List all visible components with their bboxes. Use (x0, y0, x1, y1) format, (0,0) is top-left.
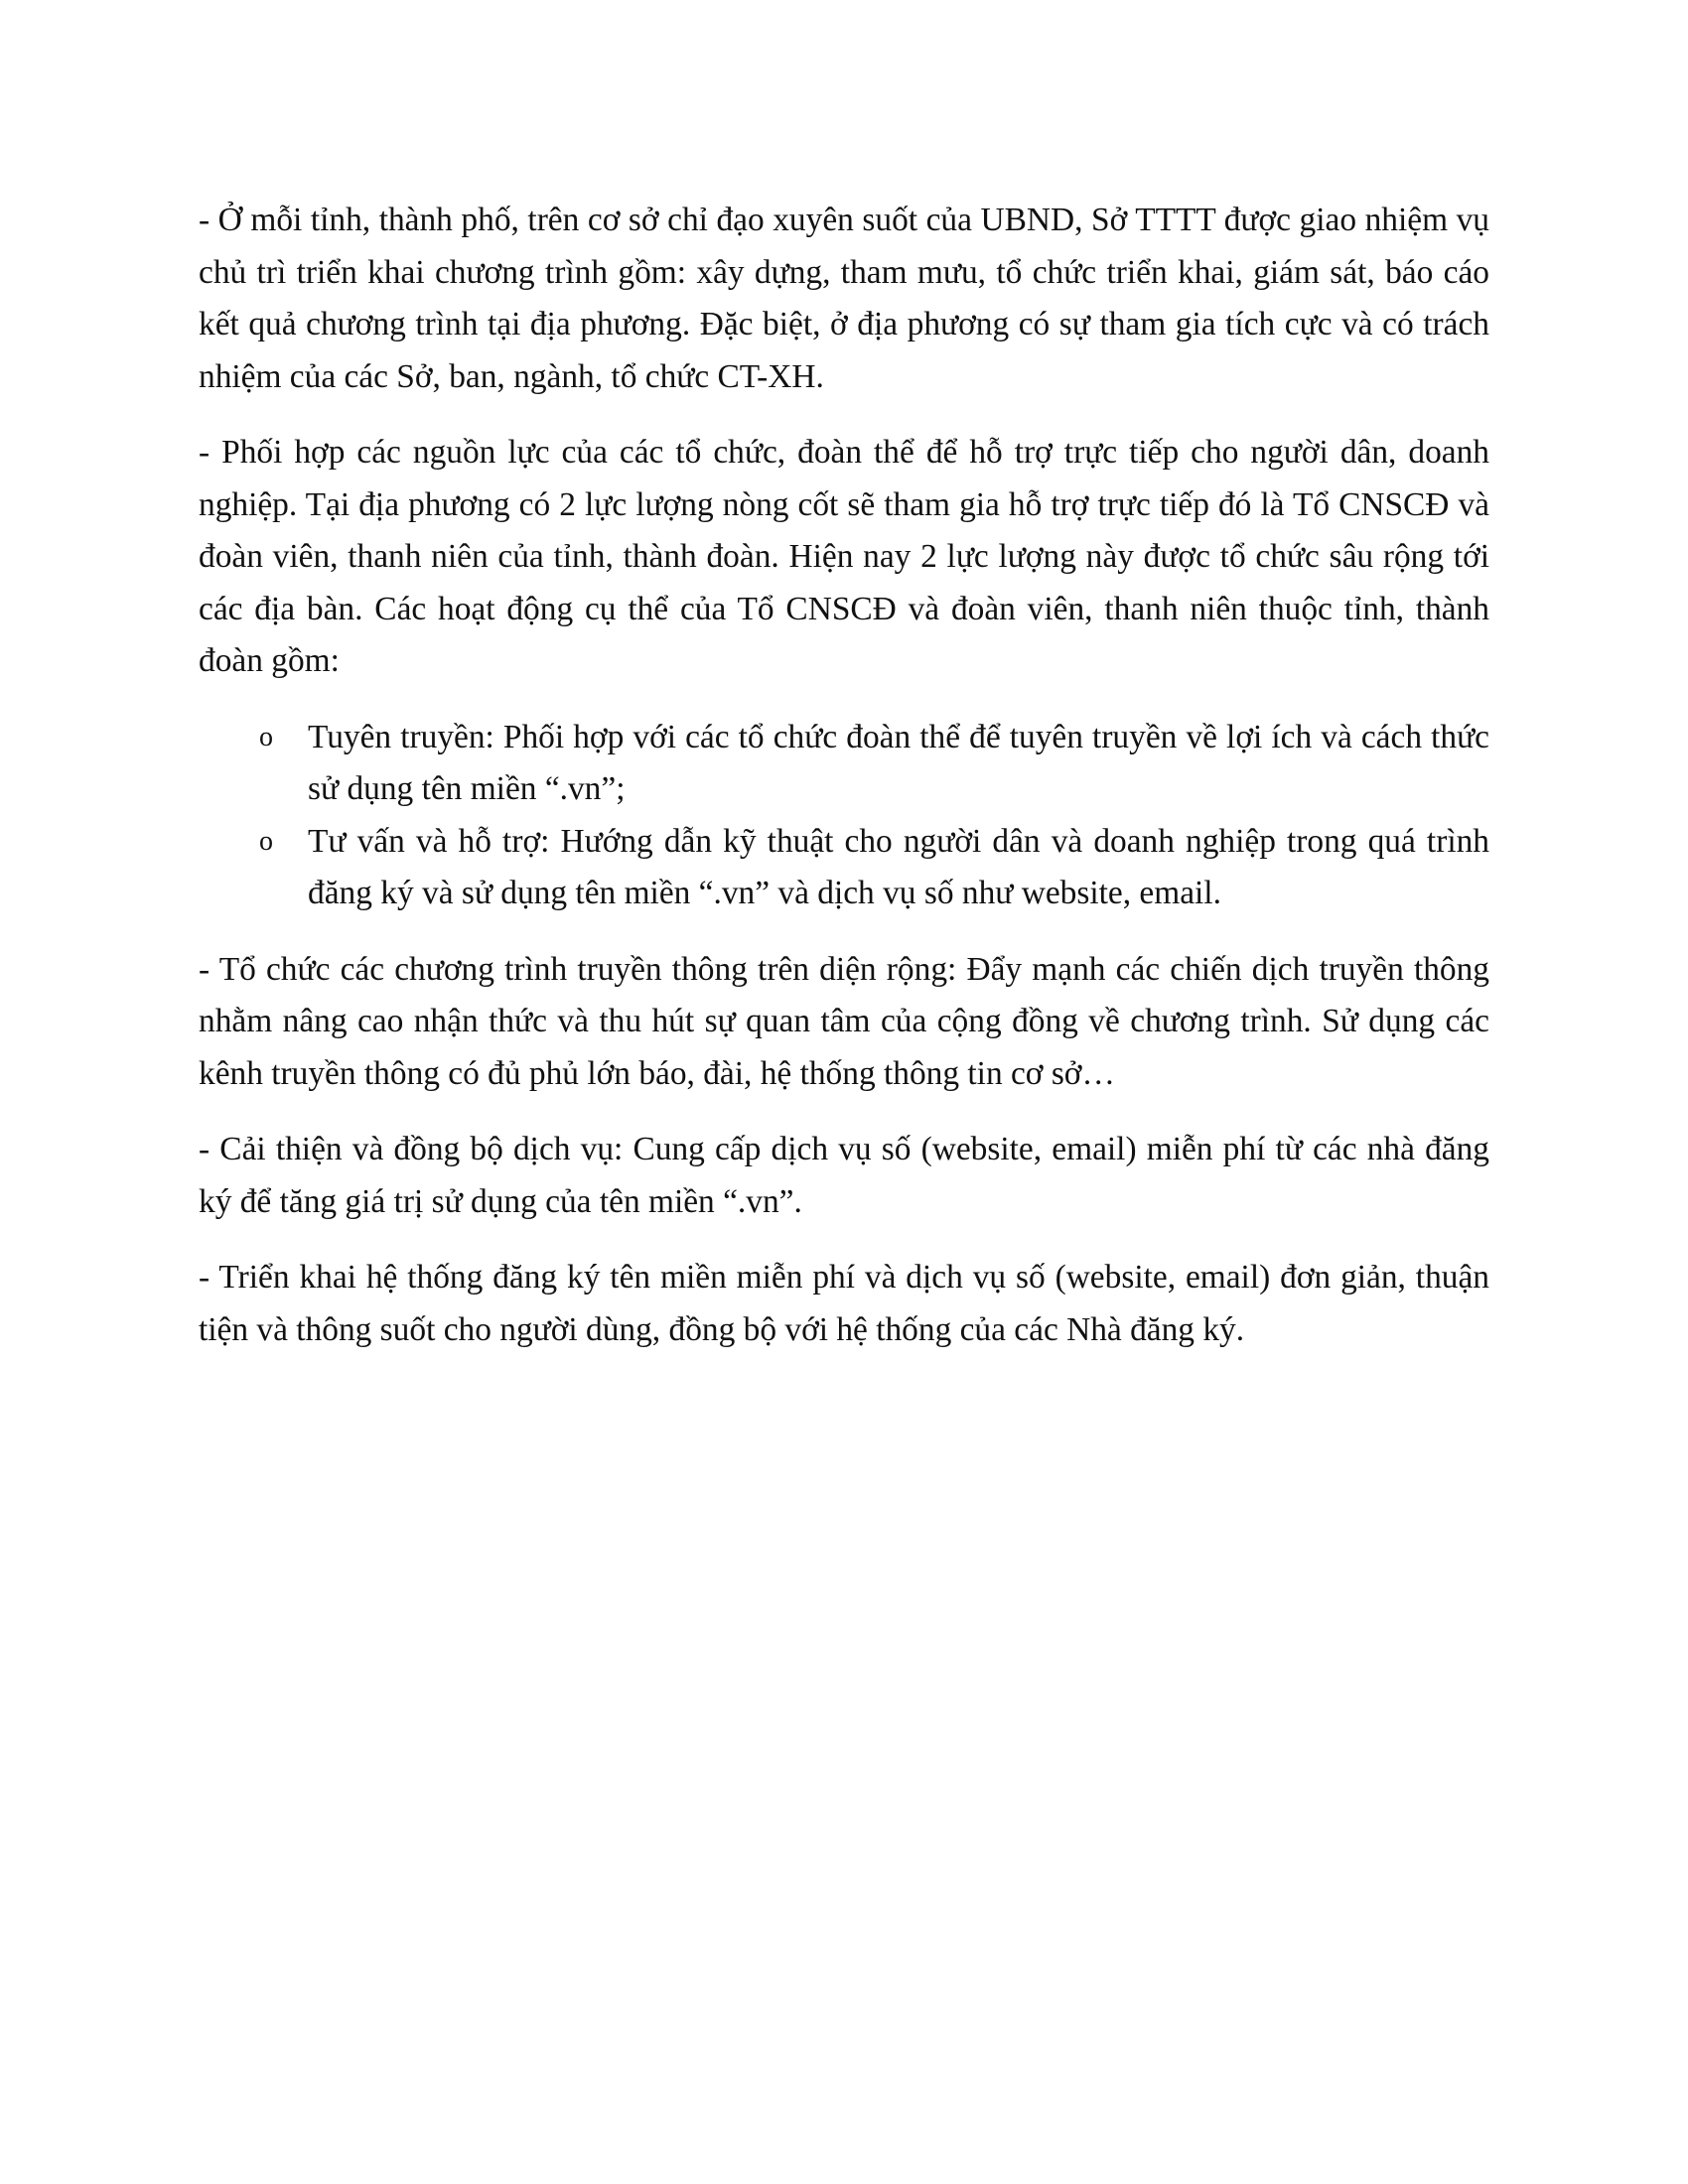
bullet-circle-icon: o (259, 721, 273, 752)
list-item-consulting (199, 816, 1489, 920)
list-item-text: Tuyên truyền: Phối hợp với các tổ chức đoàn thể để tuyên truyền về lợi ích và cách thức sử dụng tên miền “.vn”; (308, 718, 1489, 807)
paragraph-communication-programs: - Tổ chức các chương trình truyền thông trên diện rộng: Đẩy mạnh các chiến dịch truyền thông nhằm nâng cao nhận thức và thu hút sự quan tâm của cộng đồng về chương trình. Sử dụng các kênh truyền thông có đủ phủ lớn báo, đài, hệ thống thông tin cơ sở… (199, 950, 1489, 1092)
paragraph-service-improvement: - Cải thiện và đồng bộ dịch vụ: Cung cấp dịch vụ số (website, email) miễn phí từ các nhà đăng ký để tăng giá trị sử dụng của tên miền “.vn”. (199, 1131, 1489, 1220)
paragraph-provincial-role: - Ở mỗi tỉnh, thành phố, trên cơ sở chỉ đạo xuyên suốt của UBND, Sở TTTT được giao nhiệm vụ chủ trì triển khai chương trình gồm: xây dựng, tham mưu, tổ chức triển khai, giám sát, báo cáo kết quả chương trình tại địa phương. Đặc biệt, ở địa phương có sự tham gia tích cực và có trách nhiệm của các Sở, ban, ngành, tổ chức CT-XH. (199, 202, 1489, 395)
paragraph-registration-system: - Triển khai hệ thống đăng ký tên miền miễn phí và dịch vụ số (website, email) đơn giản, thuận tiện và thông suốt cho người dùng, đồng bộ với hệ thống của các Nhà đăng ký. (199, 1259, 1489, 1348)
list-item-propaganda (199, 712, 1489, 816)
bullet-circle-icon: o (259, 825, 273, 857)
document-body (199, 195, 1489, 1380)
list-item-text: Tư vấn và hỗ trợ: Hướng dẫn kỹ thuật cho người dân và doanh nghiệp trong quá trình đăng ký và sử dụng tên miền “.vn” và dịch vụ số như website, email. (308, 822, 1489, 911)
activity-list (199, 712, 1489, 920)
paragraph-resource-coordination: - Phối hợp các nguồn lực của các tổ chức, đoàn thể để hỗ trợ trực tiếp cho người dân, doanh nghiệp. Tại địa phương có 2 lực lượng nòng cốt sẽ tham gia hỗ trợ trực tiếp đó là Tổ CNSCĐ và đoàn viên, thanh niên của tỉnh, thành đoàn. Hiện nay 2 lực lượng này được tổ chức sâu rộng tới các địa bàn. Các hoạt động cụ thể của Tổ CNSCĐ và đoàn viên, thanh niên thuộc tỉnh, thành đoàn gồm: (199, 434, 1489, 679)
